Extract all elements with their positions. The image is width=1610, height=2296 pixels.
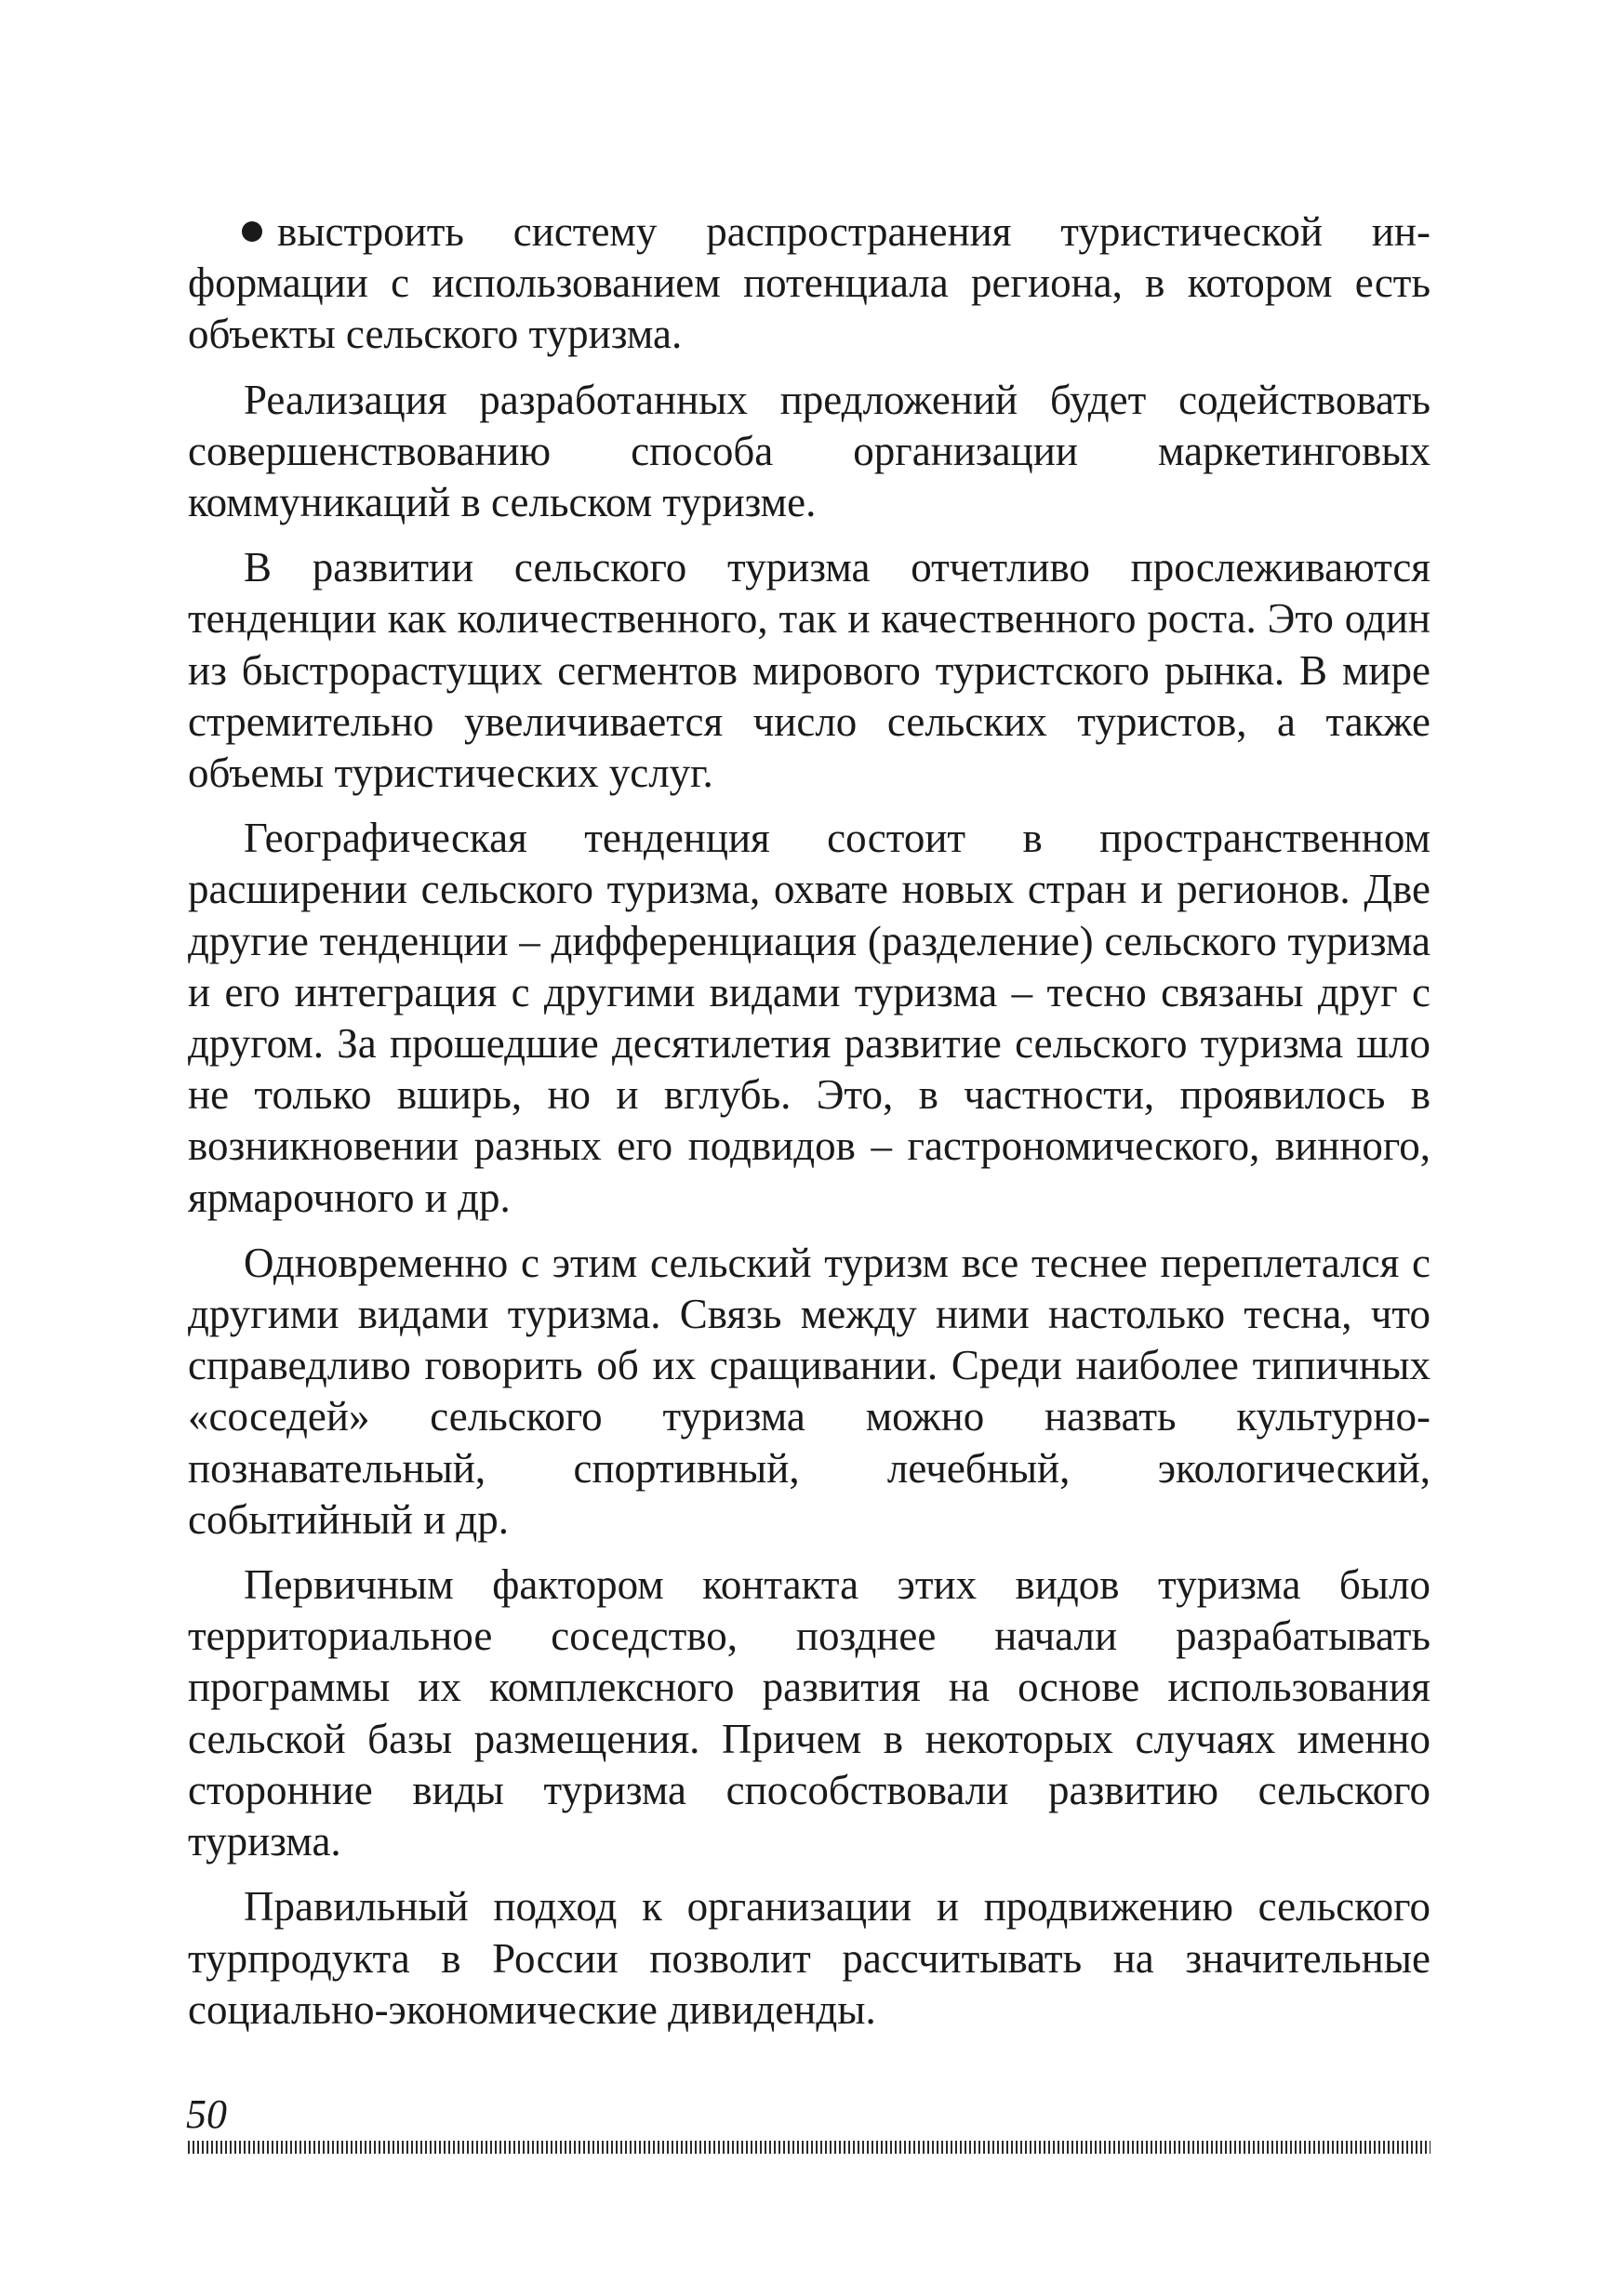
paragraph: Географическая тенденция состоит в пространственном расширении сельского туризма, охвате новых стран и регионов. Две другие тенденции – дифференциация (разделение) сельского туризма и его интеграция с другими видами туризма – тесно связаны друг с другом. За прошедшие десятилетия развитие сельского туризма шло не только вширь, но и вглубь. Это, в частности, проявилось в возникновении разных его подвидов – гастрономического, винного, ярмарочного и др.: [188, 815, 1430, 1221]
paragraph: Правильный подход к организации и продвижению сельского турпродукта в России позволит рассчитывать на значительные социально-экономические дивиденды.: [188, 1883, 1430, 2033]
body-text: [188, 206, 1430, 2050]
paragraph: Реализация разработанных предложений будет содействовать совершенствованию способа организации маркетинговых коммуникаций в сельском туризме.: [188, 376, 1430, 526]
page-number: 50: [186, 2091, 227, 2137]
paragraph: Первичным фактором контакта этих видов туризма было территориальное соседство, позднее начали разрабатывать программы их комплексного развития на основе использования сельской базы размещения. Причем в некоторых случаях именно сторонние виды туризма способствовали развитию сельского туризма.: [188, 1561, 1430, 1865]
bullet-paragraph: [188, 206, 1430, 361]
paragraph-text: выстроить систему распространения туристической информации с использованием потенциала региона, в котором есть объекты сельского туризма.: [188, 208, 1430, 358]
footer-divider: [188, 2141, 1430, 2154]
bullet-dot-icon: [242, 221, 262, 242]
paragraph: В развитии сельского туризма отчетливо прослеживаются тенденции как количественного, так и качественного роста. Это один из быстрорастущих сегментов мирового туристского рынка. В мире стремительно увеличивается число сельских туристов, а также объемы туристических услуг.: [188, 544, 1430, 797]
paragraph: Одновременно с этим сельский туризм все теснее переплетался с другими видами туризма. Связь между ними настолько тесна, что справедливо говорить об их сращивании. Среди наиболее типичных «соседей» сельского туризма можно назвать культурно-познавательный, спортивный, лечебный, экологический, событийный и др.: [188, 1239, 1430, 1543]
